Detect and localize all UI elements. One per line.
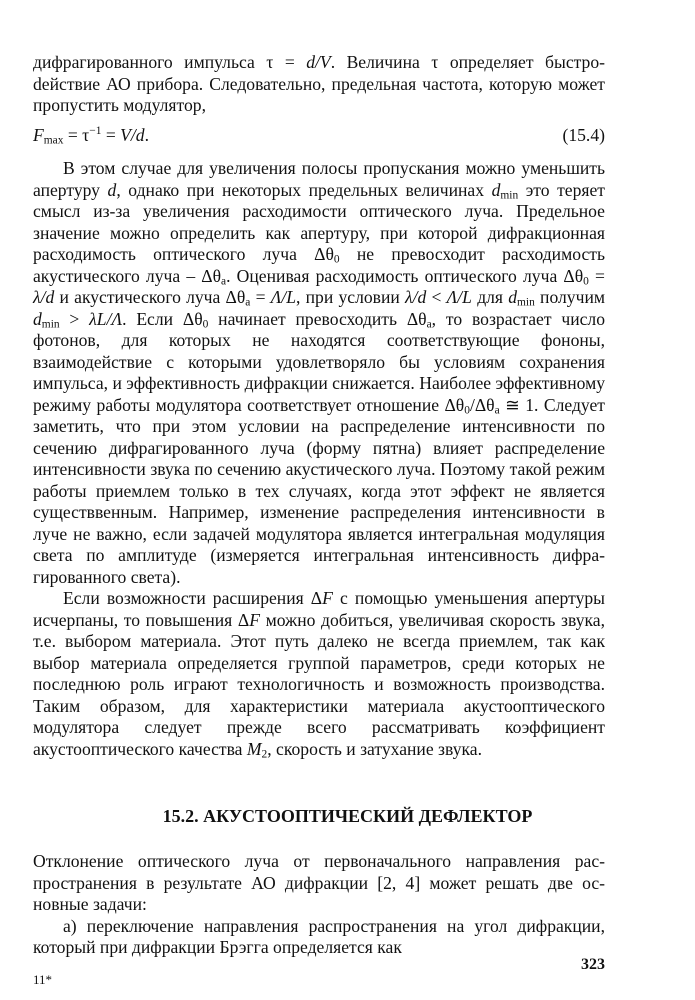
math-symbol: M	[246, 738, 262, 759]
page-number: 323	[581, 956, 605, 973]
formula-tau: d/V	[306, 52, 331, 72]
text-run: , скорость и затухание звука.	[267, 738, 482, 759]
paragraph-2	[33, 158, 605, 588]
math-subscript: a	[494, 403, 500, 416]
formula-text: =	[101, 125, 121, 145]
text-run: . Величина τ определяет быстроdействие АО прибора. Следовательно, предельная частота, которую может пропустить модулятор,	[33, 52, 605, 115]
math-subscript: 0	[202, 317, 209, 330]
math-symbol: λL/Λ	[89, 308, 123, 329]
math-subscript: 2	[261, 747, 268, 760]
formula-text: = τ	[63, 125, 90, 145]
math-subscript: a	[221, 274, 227, 287]
text-run: это теряет смысл из-за увеличения расходимости оптического луча. Предельное значение можно определить как апертуру, при которой дифракционная расходимость оптического луча Δθ	[33, 179, 605, 264]
math-subscript: min	[517, 296, 535, 309]
text-run: , однако при некоторых предельных величинах	[116, 179, 492, 200]
math-symbol: F	[322, 588, 333, 608]
text-run: . Оценивая расходимость оптического луча Δθ	[226, 265, 584, 286]
math-subscript: 0	[333, 253, 340, 266]
text-run: начинает превосходить Δθ	[208, 308, 427, 329]
text-run: можно добиться, увеличивая скорость звука, т.е. выбором материала. Этот путь далеко не всегда приемлем, так как выбор материала определяется группой параметров, среди которых не последнюю роль играют технологичность и возможность производства. Таким образом, для характеристики материала акустооптического модулятора следует прежде всего рассматривать коэффициент акустооптического качества	[33, 609, 605, 759]
body-text	[33, 158, 605, 760]
text-run: . Если Δθ	[122, 308, 203, 329]
text-run: >	[59, 308, 90, 329]
text-run: В этом случае для увеличения полосы пропускания можно уменьшить апертуру	[33, 158, 605, 200]
math-subscript: min	[41, 317, 60, 330]
math-symbol: λ/d	[33, 287, 55, 307]
math-symbol: d	[107, 179, 117, 200]
math-symbol: Λ/L	[446, 287, 472, 307]
text-run: и акустического луча Δθ	[54, 287, 246, 307]
text-run: , при условии	[296, 287, 406, 307]
formula-symbol: V/d	[120, 125, 145, 145]
text-run: <	[426, 287, 447, 307]
paragraph-5: а) переключение направления распространения на угол дифракции, который при дифракции Брэгга определяется как	[33, 915, 605, 957]
formula-symbol: F	[33, 125, 44, 145]
formula-text: .	[144, 125, 149, 145]
text-run: , то возрастает число фотонов, для которых не находятся соответствующие фононы, взаимодействие с которыми удовлетворяло бы условиям сохранения импульса, и эффективность дифракции снижается. Наиболее эффективному режиму работы модулятора соответствует отношение Δθ	[33, 308, 605, 415]
math-subscript: 0	[464, 403, 470, 416]
math-subscript: min	[500, 188, 519, 201]
text-run: с помощью уменьшения апертуры исчерпаны, то повышения Δ	[33, 588, 605, 630]
math-symbol: λ/d	[405, 287, 427, 307]
math-subscript: a	[426, 317, 432, 330]
math-symbol: d	[491, 179, 501, 200]
math-symbol: d	[508, 287, 518, 307]
top-paragraph	[33, 52, 605, 117]
section-body	[33, 851, 605, 959]
math-symbol: F	[249, 609, 260, 630]
equation-number: (15.4)	[562, 125, 605, 145]
text-run: Если возможности расширения Δ	[63, 588, 323, 608]
text-run: ≅ 1. Следует заметить, что при этом условии на распределение интенсивности по сечению дифрагированного луча (форму пятна) влияет распределение интенсивности звука по сечению акустического луча. Поэтому такой режим работы приемлем только в тех случаях, когда этот эффект не является существвенным. Например, изменение распределения интенсивности в луче не важно, если задачей модулятора является интегральная модуляция света по амплитуде (измеряется интегральная интенсивность дифрагированного света).	[33, 394, 605, 587]
formula-subscript: max	[43, 134, 64, 147]
math-symbol: d	[33, 308, 42, 329]
section-heading: 15.2. АКУСТООПТИЧЕСКИЙ ДЕФЛЕКТОР	[162, 806, 533, 826]
math-subscript: 0	[583, 274, 589, 287]
formula-15-4	[33, 124, 605, 146]
text-run: =	[250, 287, 271, 307]
text-run: для	[471, 287, 509, 307]
text-run: не превосходит расходимость акустического луча – Δθ	[33, 244, 605, 286]
math-symbol: Λ/L	[270, 287, 297, 307]
formula-superscript: −1	[89, 125, 102, 138]
text-run: получим	[534, 287, 605, 307]
text-run: /Δθ	[469, 394, 495, 415]
paragraph-4: Отклонение оптического луча от первоначального направления распространения в результате АО дифракции [2, 4] может решать две основные задачи:	[33, 851, 605, 914]
text-run: =	[588, 265, 605, 286]
signature-mark: 11*	[33, 972, 53, 987]
math-subscript: a	[245, 296, 251, 309]
text-run: дифрагированного импульса τ =	[33, 52, 307, 72]
paragraph-3	[33, 588, 605, 760]
